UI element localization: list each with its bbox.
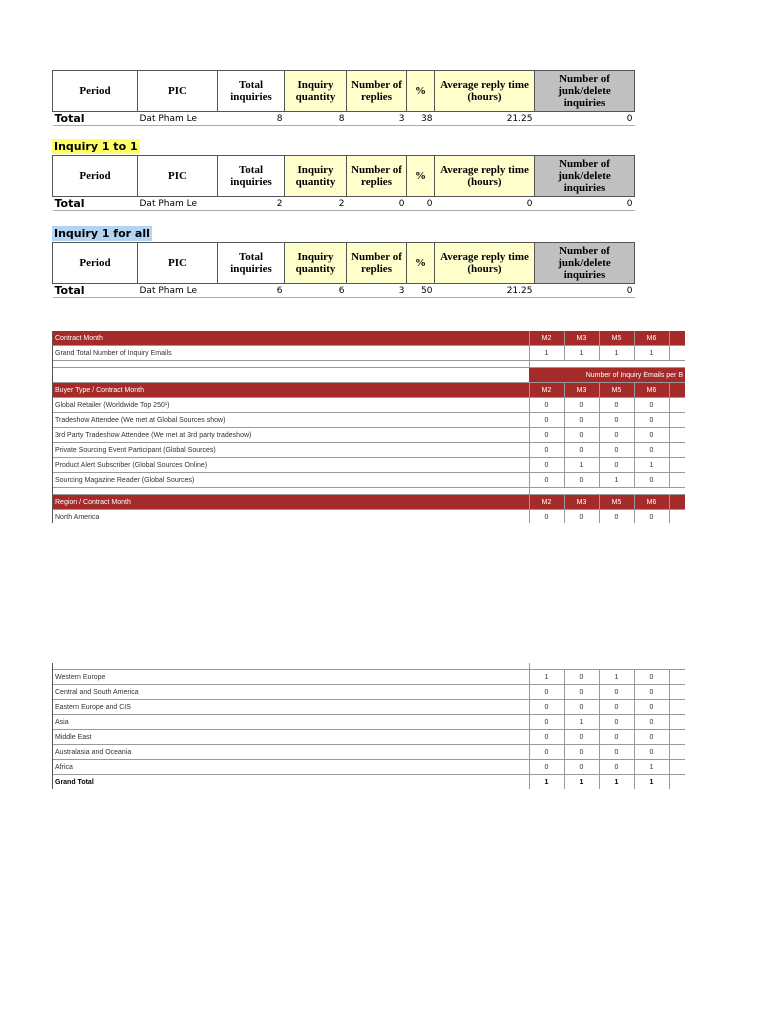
junk-value: 0 [535, 112, 635, 126]
cell-value: 1 [564, 346, 599, 361]
table-row: Eastern Europe and CIS 0 0 0 0 [53, 700, 685, 715]
header-percent: % [407, 156, 435, 197]
summary-header-row [53, 243, 635, 284]
summary-header-row [53, 156, 635, 197]
junk-value: 0 [535, 197, 635, 211]
per-buyer-caption: Number of Inquiry Emails per B [529, 368, 685, 383]
header-total-inquiries: Total inquiries [218, 156, 285, 197]
month-header: M5 [599, 331, 634, 346]
table-row: Global Retailer (Worldwide Top 250¹) 0 0 0 0 [53, 398, 685, 413]
table-row: Western Europe 1 0 1 0 [53, 670, 685, 685]
month-header: M3 [564, 495, 599, 510]
replies-value: 3 [347, 112, 407, 126]
header-pic: PIC [138, 71, 218, 112]
total-label: Total [53, 197, 138, 211]
summary-total-row [53, 284, 635, 298]
replies-value: 0 [347, 197, 407, 211]
month-header: M3 [564, 383, 599, 398]
section-label-1-for-all: Inquiry 1 for all [54, 227, 150, 240]
junk-value: 0 [535, 284, 635, 298]
avg-reply-value: 0 [435, 197, 535, 211]
table-row: Tradeshow Attendee (We met at Global Sources show) 0 0 0 0 [53, 413, 685, 428]
header-junk-delete: Number of junk/delete inquiries [535, 156, 635, 197]
contract-month-header-row [53, 331, 685, 346]
per-buyer-caption-row [53, 368, 685, 383]
grand-total-label: Grand Total [53, 775, 529, 790]
pic-value: Dat Pham Le [138, 197, 218, 211]
header-average-reply-time: Average reply time (hours) [435, 71, 535, 112]
replies-value: 3 [347, 284, 407, 298]
summary-header-row [53, 71, 635, 112]
table-row: Product Alert Subscriber (Global Sources Online) 0 1 0 1 [53, 458, 685, 473]
summary-table-all [52, 70, 634, 126]
month-header: M2 [529, 331, 564, 346]
avg-reply-value: 21.25 [435, 284, 535, 298]
grand-total-emails-row [53, 346, 685, 361]
cell-value: 1 [599, 346, 634, 361]
section-label-1-to-1: Inquiry 1 to 1 [54, 140, 138, 153]
header-number-of-replies: Number of replies [347, 156, 407, 197]
month-header: M6 [634, 495, 669, 510]
table-row: Central and South America 0 0 0 0 [53, 685, 685, 700]
total-label: Total [53, 112, 138, 126]
inquiry-quantity-value: 2 [285, 197, 347, 211]
contract-month-header: Contract Month [53, 331, 529, 346]
table-row: Sourcing Magazine Reader (Global Sources) 0 0 1 0 [53, 473, 685, 488]
header-total-inquiries: Total inquiries [218, 243, 285, 284]
total-inquiries-value: 2 [218, 197, 285, 211]
month-header: M2 [529, 495, 564, 510]
header-pic: PIC [138, 156, 218, 197]
header-inquiry-quantity: Inquiry quantity [285, 156, 347, 197]
header-average-reply-time: Average reply time (hours) [435, 243, 535, 284]
month-header: M6 [634, 331, 669, 346]
header-period: Period [53, 243, 138, 284]
row-label: Grand Total Number of Inquiry Emails [53, 346, 529, 361]
pic-value: Dat Pham Le [138, 284, 218, 298]
region-header-row [53, 495, 685, 510]
header-average-reply-time: Average reply time (hours) [435, 156, 535, 197]
header-total-inquiries: Total inquiries [218, 71, 285, 112]
table-row: 3rd Party Tradeshow Attendee (We met at 3rd party tradeshow) 0 0 0 0 [53, 428, 685, 443]
month-header: M3 [564, 331, 599, 346]
table-row: Australasia and Oceania 0 0 0 0 [53, 745, 685, 760]
region-header: Region / Contract Month [53, 495, 529, 510]
inquiry-quantity-value: 8 [285, 112, 347, 126]
grand-total-row: Grand Total 1 1 1 1 [53, 775, 685, 790]
month-header: M5 [599, 383, 634, 398]
table-row: North America 0 0 0 0 [53, 510, 685, 524]
month-header: M5 [599, 495, 634, 510]
summary-table-1-to-1 [52, 155, 634, 211]
header-pic: PIC [138, 243, 218, 284]
header-junk-delete: Number of junk/delete inquiries [535, 71, 635, 112]
buyer-header-row [53, 383, 685, 398]
summary-total-row [53, 197, 635, 211]
total-inquiries-value: 6 [218, 284, 285, 298]
avg-reply-value: 21.25 [435, 112, 535, 126]
total-inquiries-value: 8 [218, 112, 285, 126]
percent-value: 0 [407, 197, 435, 211]
month-header: M6 [634, 383, 669, 398]
detail-table-top [52, 331, 685, 523]
total-label: Total [53, 284, 138, 298]
table-row: Asia 0 1 0 0 [53, 715, 685, 730]
buyer-header: Buyer Type / Contract Month [53, 383, 529, 398]
header-number-of-replies: Number of replies [347, 243, 407, 284]
percent-value: 38 [407, 112, 435, 126]
header-period: Period [53, 71, 138, 112]
header-number-of-replies: Number of replies [347, 71, 407, 112]
header-percent: % [407, 71, 435, 112]
header-junk-delete: Number of junk/delete inquiries [535, 243, 635, 284]
table-row: Private Sourcing Event Participant (Global Sources) 0 0 0 0 [53, 443, 685, 458]
cell-value: 1 [529, 346, 564, 361]
table-row: Africa 0 0 0 1 [53, 760, 685, 775]
header-percent: % [407, 243, 435, 284]
header-inquiry-quantity: Inquiry quantity [285, 243, 347, 284]
inquiry-quantity-value: 6 [285, 284, 347, 298]
percent-value: 50 [407, 284, 435, 298]
detail-table-bottom [52, 663, 685, 789]
pic-value: Dat Pham Le [138, 112, 218, 126]
summary-total-row [53, 112, 635, 126]
cell-value: 1 [634, 346, 669, 361]
table-row: Middle East 0 0 0 0 [53, 730, 685, 745]
header-period: Period [53, 156, 138, 197]
summary-table-1-for-all [52, 242, 634, 298]
header-inquiry-quantity: Inquiry quantity [285, 71, 347, 112]
month-header: M2 [529, 383, 564, 398]
